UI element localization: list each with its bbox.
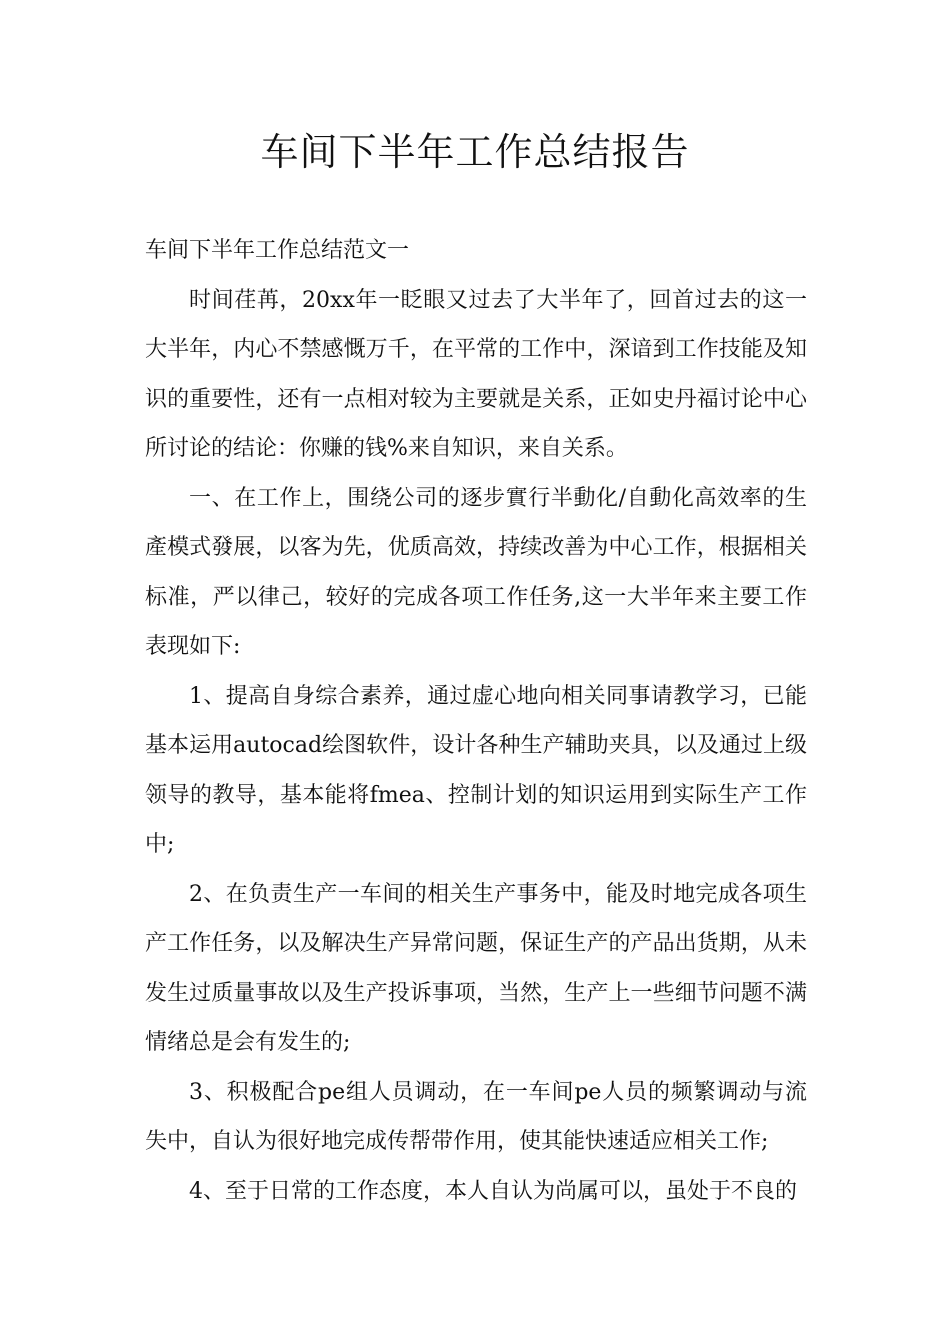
paragraph-item-3: 3、积极配合pe组人员调动，在一车间pe人员的频繁调动与流失中，自认为很好地完成传帮带作用，使其能快速适应相关工作;: [145, 1079, 807, 1154]
paragraph-section-one: 一、在工作上，围绕公司的逐步實行半動化/自動化高效率的生產模式發展，以客为先，优质高效，持续改善为中心工作，根据相关标准，严以律己，较好的完成各项工作任务,这一大半年来主要工作表现如下:: [145, 485, 807, 659]
paragraph-item-1: 1、提高自身综合素养，通过虚心地向相关同事请教学习，已能基本运用autocad绘图软件，设计各种生产辅助夹具，以及通过上级领导的教导，基本能将fmea、控制计划的知识运用到实际生产工作中;: [145, 683, 807, 857]
document-title: 车间下半年工作总结报告: [260, 130, 690, 174]
paragraph-intro: 时间荏苒，20xx年一眨眼又过去了大半年了，回首过去的这一大半年，内心不禁感慨万千，在平常的工作中，深谙到工作技能及知识的重要性，还有一点相对较为主要就是关系，正如史丹福讨论中心所讨论的结论：你赚的钱%来自知识，来自关系。: [145, 287, 807, 461]
paragraph-item-2: 2、在负责生产一车间的相关生产事务中，能及时地完成各项生产工作任务，以及解决生产异常问题，保证生产的产品出货期，从未发生过质量事故以及生产投诉事项，当然，生产上一些细节问题不满情绪总是会有发生的;: [145, 881, 807, 1055]
document-body: [145, 226, 807, 1216]
paragraph-item-4: 4、至于日常的工作态度，本人自认为尚属可以，虽处于不良的: [189, 1178, 797, 1204]
section-subtitle: 车间下半年工作总结范文一: [145, 238, 410, 263]
